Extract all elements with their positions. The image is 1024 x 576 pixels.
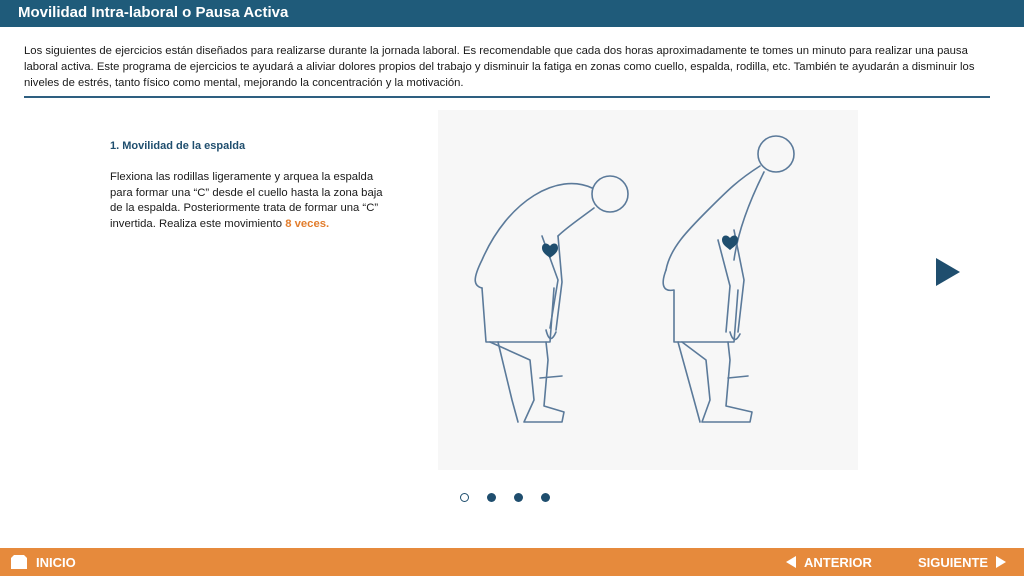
exercise-title: 1. Movilidad de la espalda <box>110 140 246 152</box>
pagination-dot-1[interactable] <box>458 491 471 504</box>
pagination-dot-3[interactable] <box>512 491 525 504</box>
play-triangle-icon <box>934 256 962 288</box>
pagination-dot-4[interactable] <box>539 491 552 504</box>
next-button-label: SIGUIENTE <box>918 554 989 570</box>
home-button[interactable] <box>10 548 76 576</box>
divider <box>24 96 990 98</box>
pagination-dot-2[interactable] <box>485 491 498 504</box>
chevron-left-icon <box>786 556 796 568</box>
figure-arched-back <box>663 136 794 422</box>
slide-pagination <box>458 491 566 504</box>
next-button[interactable] <box>918 548 1006 576</box>
previous-button[interactable] <box>786 548 872 576</box>
page-title: Movilidad Intra-laboral o Pausa Activa <box>18 4 289 21</box>
footer-bar <box>0 548 1024 576</box>
figure-curved-back <box>475 176 628 422</box>
figures-drawing <box>438 110 858 470</box>
exercise-body-text: Flexiona las rodillas ligeramente y arquea la espalda para formar una “C” desde el cuello hasta la zona baja de la espalda. Posteriormente trata de formar una “C” invertida. Realiza este movimiento <box>110 171 383 230</box>
next-slide-arrow-icon[interactable] <box>934 256 962 288</box>
home-icon <box>10 554 28 570</box>
home-button-label: INICIO <box>36 554 76 570</box>
intro-text: Los siguientes de ejercicios están diseñados para realizarse durante la jornada laboral. Es recomendable que cada dos horas aproximadamente te tomes un minuto para realizar una pausa laboral activa. Este programa de ejercicios te ayudará a aliviar dolores propios del trabajo y disminuir la fatiga en zonas como cuello, espalda, rodilla, etc. También te ayudarán a disminuir los niveles de estrés, tanto físico como mental, mejorando la concentración y la motivación. <box>24 45 975 89</box>
repetitions-highlight: 8 veces. <box>285 217 330 230</box>
previous-button-label: ANTERIOR <box>804 554 872 570</box>
exercise-illustration <box>438 110 858 470</box>
watch-icon-left <box>542 244 558 258</box>
header-bar <box>0 0 1024 27</box>
chevron-right-icon <box>996 556 1006 568</box>
exercise-description <box>110 170 390 232</box>
